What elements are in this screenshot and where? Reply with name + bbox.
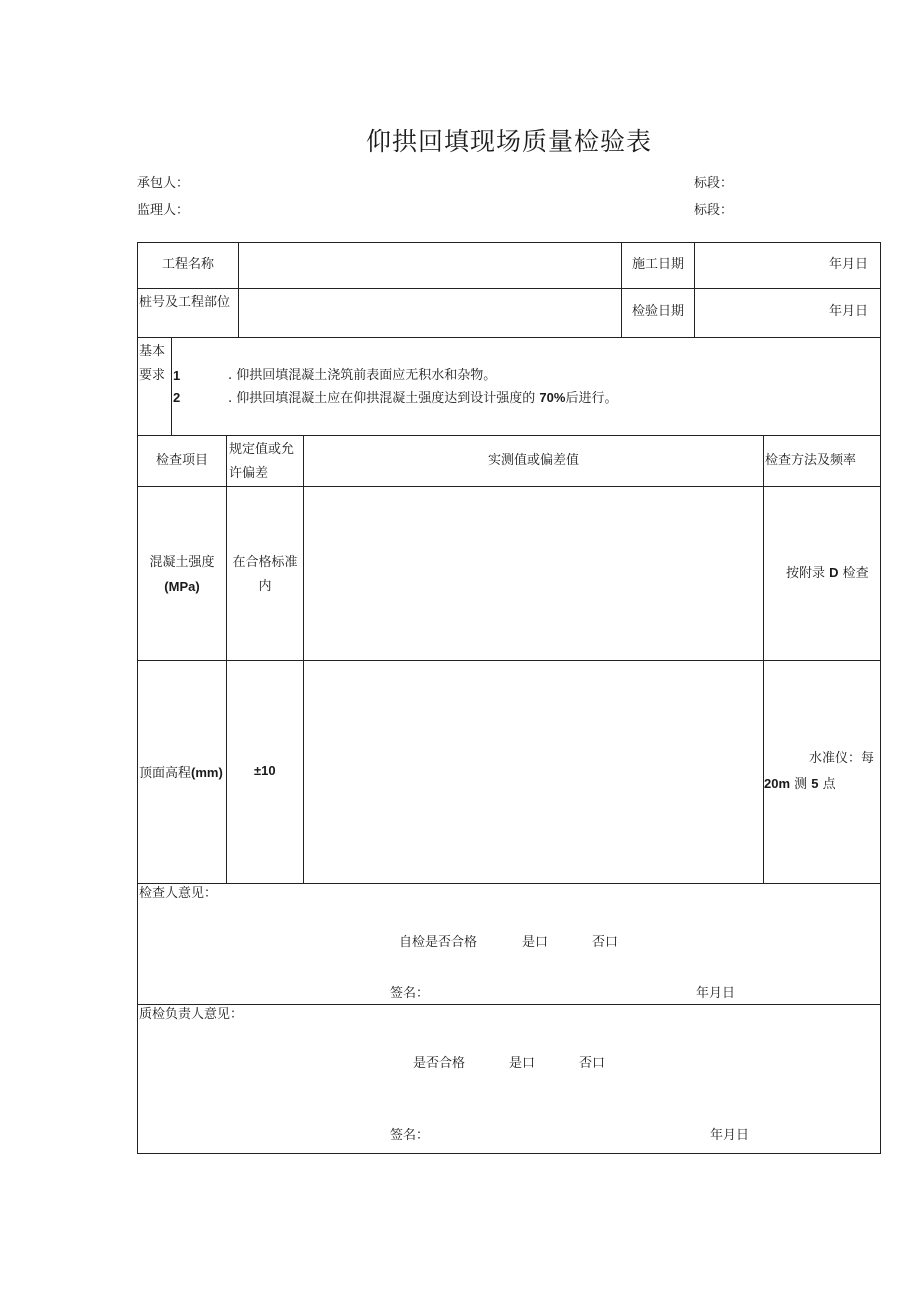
- row-item-text: 顶面高程: [139, 766, 192, 781]
- requirement-text-part: 后进行。: [565, 391, 618, 406]
- station-label: 桩号及工程部位: [139, 295, 231, 310]
- measured-values-field[interactable]: [305, 488, 762, 658]
- row-method-bold: D: [829, 565, 839, 580]
- col-divider: [694, 242, 695, 338]
- table-border-bottom: [137, 1153, 881, 1154]
- row-spec-line1: 在合格标准: [232, 555, 298, 570]
- table-border-right: [880, 242, 881, 1154]
- row-method-text: 点: [818, 777, 836, 792]
- qualified-label: 是否合格: [413, 1056, 466, 1071]
- row-method-text: 检查: [838, 566, 869, 581]
- col-divider: [238, 242, 239, 338]
- row-divider: [137, 486, 881, 487]
- row-method: [786, 561, 869, 586]
- requirement-text-part: . 仰拱回填混凝土应在仰拱混凝土强度达到设计强度的: [228, 391, 540, 406]
- inspector-date: 年月日: [696, 986, 736, 1001]
- col-divider: [763, 435, 764, 884]
- row-method-bold: 5: [811, 776, 819, 791]
- row-item-unit: (mm): [191, 765, 223, 780]
- inspector-signature-label: 签名：: [390, 986, 430, 1001]
- row-spec-line2: 内: [258, 579, 272, 594]
- row-method-text: 测: [790, 777, 812, 792]
- qc-manager-opinion-label: 质检负责人意见：: [139, 1007, 244, 1022]
- row-item-unit: (MPa): [164, 579, 200, 594]
- qualified-yes-option[interactable]: 是口: [509, 1056, 536, 1071]
- col-divider: [171, 337, 172, 435]
- supervisor-section-label: 标段：: [694, 203, 734, 218]
- row-method-text: 按附录: [786, 566, 830, 581]
- col-divider: [303, 435, 304, 884]
- row-item-name: [139, 761, 223, 786]
- row-method-line2: [764, 772, 836, 797]
- row-method-bold: 20m: [764, 776, 791, 791]
- row-spec: ±10: [254, 763, 276, 778]
- contractor-section-label: 标段：: [694, 176, 734, 191]
- column-header-item: 检查项目: [155, 453, 208, 468]
- construction-date-field[interactable]: 年月日: [828, 257, 868, 272]
- requirement-text-bold: 70%: [539, 390, 566, 405]
- station-field[interactable]: [240, 300, 620, 324]
- column-header-spec-line1: 规定值或允: [229, 442, 295, 457]
- supervisor-label: 监理人：: [137, 203, 190, 218]
- project-name-label: 工程名称: [161, 257, 214, 272]
- self-check-yes-option[interactable]: 是口: [522, 935, 549, 950]
- inspector-opinion-label: 检查人意见：: [139, 886, 218, 901]
- row-method-line1: 水准仪：每: [809, 751, 875, 766]
- row-divider: [137, 660, 881, 661]
- inspection-date-label: 检验日期: [631, 304, 684, 319]
- basic-requirements-label-line1: 基本: [139, 344, 166, 359]
- row-divider: [137, 435, 881, 436]
- project-name-field[interactable]: [240, 253, 620, 277]
- requirement-number: 2: [173, 390, 181, 405]
- requirement-text: [228, 386, 617, 411]
- page-title: 仰拱回填现场质量检验表: [365, 127, 652, 156]
- row-divider: [137, 288, 881, 289]
- column-header-measured: 实测值或偏差值: [487, 453, 579, 468]
- row-item-name: 混凝土强度: [149, 555, 215, 570]
- col-divider: [226, 435, 227, 884]
- self-check-label: 自检是否合格: [399, 935, 478, 950]
- contractor-label: 承包人：: [137, 176, 190, 191]
- requirement-text: [228, 364, 496, 388]
- table-border-left: [137, 242, 138, 1154]
- column-header-spec-line2: 许偏差: [229, 466, 269, 481]
- self-check-no-option[interactable]: 否口: [592, 935, 619, 950]
- row-divider: [137, 337, 881, 338]
- requirement-number: 1: [173, 368, 181, 383]
- row-divider: [137, 883, 881, 884]
- row-divider: [137, 1004, 881, 1005]
- requirement-text-part: . 仰拱回填混凝土浇筑前表面应无积水和杂物。: [228, 368, 497, 383]
- inspection-date-field[interactable]: 年月日: [828, 304, 868, 319]
- measured-values-field[interactable]: [305, 662, 762, 882]
- table-border-top: [137, 242, 881, 243]
- column-header-method: 检查方法及频率: [765, 453, 857, 468]
- qc-signature-label: 签名：: [390, 1128, 430, 1143]
- qualified-no-option[interactable]: 否口: [579, 1056, 606, 1071]
- qc-date: 年月日: [710, 1128, 750, 1143]
- basic-requirements-label-line2: 要求: [139, 368, 166, 383]
- construction-date-label: 施工日期: [631, 257, 684, 272]
